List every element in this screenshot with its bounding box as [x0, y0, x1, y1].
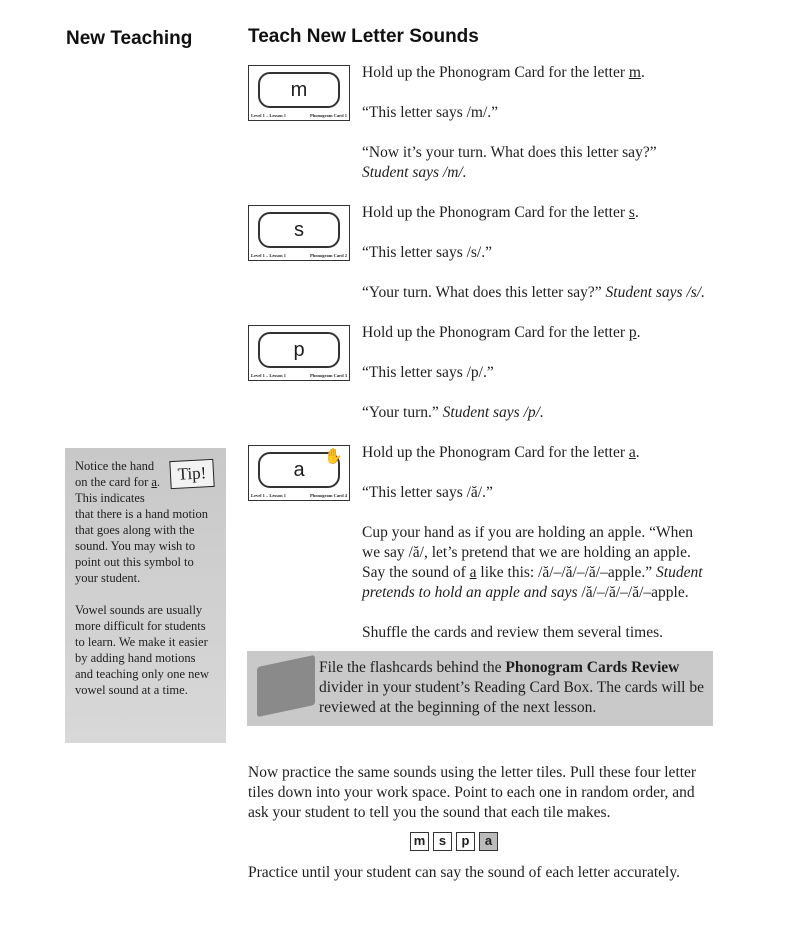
filing-note	[247, 651, 713, 726]
text: Cup your hand as if you are holding an apple. “When we say /ă/, let’s pretend that we are holding an apple. Say the sound of	[362, 524, 694, 581]
divider-name: Phonogram Cards Review	[505, 659, 680, 676]
student-response: Student says /m/.	[362, 164, 467, 181]
student-response: Student says /s/.	[605, 284, 705, 301]
phonogram-card-s	[248, 205, 350, 261]
text: “Your turn. What does this letter say?”	[362, 284, 602, 301]
tiles-instructions: Now practice the same sounds using the letter tiles. Pull these four letter tiles down into your work space. Point to each one in random order, and ask your student to tell you the sound that each tile makes.	[248, 764, 697, 821]
letter-tile: s	[433, 832, 452, 851]
text: Notice the hand on the card for	[75, 459, 155, 489]
instructions-m: Hold up the Phonogram Card for the letter m. “This letter says /m/.” “Now it’s your turn. What does this letter say?” Student says /m/.	[362, 63, 722, 203]
letter-tiles	[410, 832, 498, 851]
instructions-a: Hold up the Phonogram Card for the letter a. “This letter says /ă/.” Cup your hand as if you are holding an apple. “When we say /ă/, let’s pretend that we are holding an apple. Say the sound of a like this: /ă/–/ă/–/ă/–apple.” Student pretends to hold an apple and says /ă/–/ă/–/ă/–apple. Shuffle the cards and review them several times.	[362, 443, 712, 663]
letter: p	[628, 324, 637, 341]
hand-icon: ✋	[324, 449, 343, 465]
text: . This indicates that there is a hand motion that goes along with the sound. You may wish to point out this symbol to your student.	[75, 475, 208, 585]
card-footer-left: Level 1 – Lesson 1	[251, 373, 287, 378]
tip-badge: Tip!	[169, 459, 214, 489]
text: Hold up the Phonogram Card for the letter	[362, 444, 629, 461]
card-footer-right: Phonogram Card 3	[310, 373, 347, 378]
card-letter: p	[258, 332, 340, 368]
text: “This letter says /p/.”	[362, 364, 494, 381]
final-instruction: Practice until your student can say the sound of each letter accurately.	[248, 864, 680, 881]
phonogram-card-p	[248, 325, 350, 381]
text: Shuffle the cards and review them several times.	[362, 624, 664, 641]
letter: m	[628, 64, 641, 81]
text: Hold up the Phonogram Card for the letter	[362, 324, 629, 341]
phonogram-card-a	[248, 445, 350, 501]
student-response: Student pretends to hold an apple and says	[362, 564, 703, 601]
phonogram-card-m	[248, 65, 350, 121]
card-footer-left: Level 1 – Lesson 1	[251, 113, 287, 118]
card-footer-left: Level 1 – Lesson 1	[251, 493, 287, 498]
text: “This letter says /m/.”	[362, 104, 499, 121]
text: “This letter says /s/.”	[362, 244, 492, 261]
instructions-s: Hold up the Phonogram Card for the letter s. “This letter says /s/.” “Your turn. What does this letter say?” Student says /s/.	[362, 203, 742, 323]
tip-sidebar	[65, 448, 226, 743]
text: Hold up the Phonogram Card for the letter	[362, 64, 629, 81]
card-letter: m	[258, 72, 340, 108]
letter: s	[628, 204, 635, 221]
text: “Now it’s your turn. What does this letter say?”	[362, 144, 657, 161]
section-heading: Teach New Letter Sounds	[248, 26, 479, 47]
text: Vowel sounds are usually more difficult for students to learn. We make it easier by adding hand motions and teaching only one new vowel sound at a time.	[75, 603, 209, 697]
letter: a	[469, 564, 477, 581]
text: divider in your student’s Reading Card Box. The cards will be reviewed at the beginning of the next lesson.	[319, 679, 704, 716]
sidebar-heading: New Teaching	[66, 28, 193, 49]
text: “This letter says /ă/.”	[362, 484, 493, 501]
letter: a	[628, 444, 636, 461]
text: like this: /ă/–/ă/–/ă/–apple.”	[476, 564, 653, 581]
card-box-image	[257, 655, 315, 717]
instructions-p: Hold up the Phonogram Card for the letter p. “This letter says /p/.” “Your turn.” Student says /p/.	[362, 323, 722, 443]
text: File the flashcards behind the	[319, 659, 506, 676]
text: Hold up the Phonogram Card for the letter	[362, 204, 629, 221]
letter-tile: m	[410, 832, 429, 851]
card-letter: a	[258, 452, 340, 488]
text: “Your turn.”	[362, 404, 439, 421]
letter-tile: p	[456, 832, 475, 851]
card-footer-right: Phonogram Card 1	[310, 113, 347, 118]
card-footer-right: Phonogram Card 2	[310, 253, 347, 258]
card-footer-right: Phonogram Card 4	[310, 493, 347, 498]
text: /ă/–/ă/–/ă/–apple.	[581, 584, 689, 601]
student-response: Student says /p/.	[442, 404, 544, 421]
card-letter: s	[258, 212, 340, 248]
letter: a	[151, 475, 157, 489]
letter-tile: a	[479, 832, 498, 851]
card-footer-left: Level 1 – Lesson 1	[251, 253, 287, 258]
